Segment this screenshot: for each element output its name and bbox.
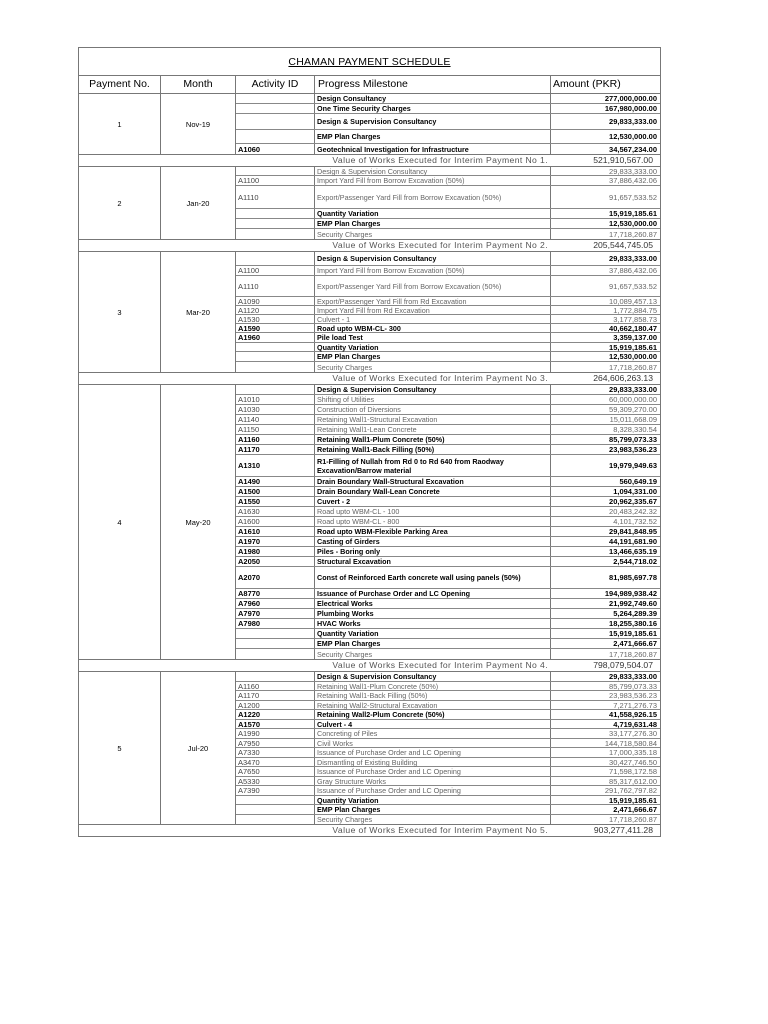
amount-cell: 17,718,260.87 — [609, 815, 657, 824]
payment-rows — [236, 252, 660, 372]
table-row — [236, 547, 660, 557]
activity-id-cell — [236, 639, 315, 648]
milestone-cell: Geotechnical Investigation for Infrastructure — [315, 144, 551, 154]
summary-amount: 798,079,504.07 — [593, 660, 653, 670]
table-row — [236, 477, 660, 487]
payment-group — [79, 385, 660, 660]
milestone-cell: Construction of Diversions — [315, 405, 551, 414]
table-row — [236, 589, 660, 599]
milestone-cell: Import Yard Fill from Borrow Excavation (50%) — [315, 266, 551, 275]
activity-id-cell: A7960 — [236, 599, 315, 608]
milestone-cell: Cuvert - 2 — [315, 497, 551, 506]
activity-id-cell: A1110 — [236, 186, 315, 208]
milestone-cell: Security Charges — [315, 229, 551, 239]
summary-amount: 205,544,745.05 — [593, 240, 653, 250]
milestone-cell: Import Yard Fill from Borrow Excavation (50%) — [315, 176, 551, 185]
table-row — [236, 691, 660, 701]
milestone-cell: Retaining Wall1-Structural Excavation — [315, 415, 551, 424]
amount-cell: 18,255,380.16 — [609, 619, 657, 628]
activity-id-cell — [236, 385, 315, 394]
table-row — [236, 362, 660, 372]
activity-id-cell: A1310 — [236, 455, 315, 476]
summary-row — [79, 373, 660, 385]
table-row — [236, 720, 660, 729]
table-row — [236, 815, 660, 824]
table-row — [236, 507, 660, 517]
activity-id-cell: A1170 — [236, 691, 315, 700]
milestone-cell: Culvert - 1 — [315, 315, 551, 323]
amount-cell: 15,919,185.61 — [609, 342, 657, 352]
amount-cell: 1,772,884.75 — [613, 305, 657, 315]
activity-id-cell — [236, 114, 315, 129]
amount-cell: 33,177,276.30 — [609, 729, 657, 738]
activity-id-cell: A2070 — [236, 567, 315, 588]
table-row — [236, 682, 660, 691]
amount-cell: 37,886,432.06 — [609, 176, 657, 185]
amount-cell: 291,762,797.82 — [604, 786, 657, 795]
amount-cell: 23,983,536.23 — [609, 445, 657, 454]
milestone-cell: Concreting of Piles — [315, 729, 551, 738]
summary-label: Value of Works Executed for Interim Payment No 1. — [332, 155, 548, 165]
amount-cell: 71,598,172.58 — [609, 767, 657, 776]
payment-rows — [236, 167, 660, 239]
table-row — [236, 415, 660, 425]
milestone-cell: Retaining Wall1-Back Filling (50%) — [315, 691, 551, 700]
milestone-cell: Retaining Wall1-Lean Concrete — [315, 425, 551, 434]
table-row — [236, 786, 660, 796]
milestone-cell: Road upto WBM-CL - 800 — [315, 517, 551, 526]
payment-group — [79, 252, 660, 373]
table-row — [236, 455, 660, 477]
activity-id-cell: A1990 — [236, 729, 315, 738]
activity-id-cell — [236, 352, 315, 361]
milestone-cell: EMP Plan Charges — [315, 130, 551, 143]
amount-cell: 3,359,137.00 — [613, 333, 657, 342]
amount-cell: 167,980,000.00 — [604, 104, 657, 113]
table-row — [236, 487, 660, 497]
summary-row — [79, 155, 660, 167]
amount-cell: 91,657,533.52 — [609, 192, 657, 202]
milestone-cell: EMP Plan Charges — [315, 639, 551, 648]
table-row — [236, 649, 660, 659]
amount-cell: 4,101,732.52 — [613, 517, 657, 526]
milestone-cell: Design Consultancy — [315, 94, 551, 103]
activity-id-cell: A1980 — [236, 547, 315, 556]
table-row — [236, 567, 660, 589]
milestone-cell: Issuance of Purchase Order and LC Opening — [315, 589, 551, 598]
milestone-cell: Issuance of Purchase Order and LC Opening — [315, 786, 551, 795]
payment-group — [79, 94, 660, 155]
amount-cell: 85,799,073.33 — [609, 435, 657, 444]
activity-id-cell — [236, 104, 315, 113]
activity-id-cell — [236, 94, 315, 103]
milestone-cell: Security Charges — [315, 362, 551, 372]
table-row — [236, 324, 660, 333]
amount-cell: 5,264,289.39 — [613, 609, 657, 618]
amount-cell: 23,983,536.23 — [609, 691, 657, 700]
amount-cell: 17,718,260.87 — [609, 649, 657, 659]
summary-row — [79, 240, 660, 252]
table-row — [236, 333, 660, 343]
header-month: Month — [161, 76, 236, 93]
activity-id-cell — [236, 130, 315, 143]
milestone-cell: Pile load Test — [315, 333, 551, 342]
activity-id-cell: A1610 — [236, 527, 315, 536]
table-row — [236, 114, 660, 130]
amount-cell: 85,317,612.00 — [609, 776, 657, 786]
amount-cell: 560,649.19 — [619, 477, 657, 486]
activity-id-cell: A7650 — [236, 767, 315, 776]
table-row — [236, 297, 660, 306]
amount-cell: 277,000,000.00 — [604, 94, 657, 103]
milestone-cell: Const of Reinforced Earth concrete wall using panels (50%) — [315, 567, 551, 588]
amount-cell: 91,657,533.52 — [609, 281, 657, 291]
amount-cell: 29,833,333.00 — [609, 672, 657, 681]
summary-amount: 903,277,411.28 — [593, 825, 653, 835]
activity-id-cell: A1600 — [236, 517, 315, 526]
table-row — [236, 435, 660, 445]
milestone-cell: Structural Excavation — [315, 557, 551, 566]
amount-cell: 21,992,749.60 — [609, 599, 657, 608]
milestone-cell: Electrical Works — [315, 599, 551, 608]
amount-cell: 2,471,666.67 — [613, 639, 657, 648]
table-row — [236, 395, 660, 405]
amount-cell: 2,471,666.67 — [613, 805, 657, 814]
summary-label: Value of Works Executed for Interim Payment No 2. — [332, 240, 548, 250]
milestone-cell: Quantity Variation — [315, 343, 551, 351]
table-row — [236, 629, 660, 639]
milestone-cell: Import Yard Fill from Rd Excavation — [315, 306, 551, 314]
amount-cell: 60,000,000.00 — [609, 395, 657, 404]
activity-id-cell: A1590 — [236, 324, 315, 332]
activity-id-cell — [236, 219, 315, 228]
activity-id-cell: A1090 — [236, 297, 315, 305]
payment-group — [79, 672, 660, 825]
activity-id-cell: A5330 — [236, 777, 315, 785]
title-row — [79, 48, 660, 76]
activity-id-cell: A1570 — [236, 720, 315, 728]
activity-id-cell: A1220 — [236, 710, 315, 719]
amount-cell: 85,799,073.33 — [609, 681, 657, 691]
amount-cell: 17,718,260.87 — [609, 362, 657, 372]
activity-id-cell: A1970 — [236, 537, 315, 546]
page-title: CHAMAN PAYMENT SCHEDULE — [288, 55, 451, 68]
milestone-cell: Dismantling of Existing Building — [315, 758, 551, 766]
activity-id-cell: A1110 — [236, 276, 315, 296]
payment-number-cell: 5 — [79, 672, 161, 824]
activity-id-cell — [236, 672, 315, 681]
table-row — [236, 343, 660, 352]
milestone-cell: Export/Passenger Yard Fill from Rd Excavation — [315, 297, 551, 305]
payment-rows — [236, 94, 660, 154]
activity-id-cell: A1200 — [236, 701, 315, 709]
milestone-cell: Retaining Wall2-Plum Concrete (50%) — [315, 710, 551, 719]
milestone-cell: Security Charges — [315, 815, 551, 824]
activity-id-cell: A1010 — [236, 395, 315, 404]
table-row — [236, 729, 660, 739]
activity-id-cell: A1630 — [236, 507, 315, 516]
amount-cell: 41,558,926.15 — [609, 710, 657, 719]
summary-label: Value of Works Executed for Interim Payment No 5. — [332, 825, 548, 835]
month-cell: Nov-19 — [161, 94, 236, 154]
milestone-cell: EMP Plan Charges — [315, 352, 551, 361]
milestone-cell: Retaining Wall2-Structural Excavation — [315, 701, 551, 709]
summary-amount: 264,606,263.13 — [593, 373, 653, 383]
table-row — [236, 306, 660, 315]
activity-id-cell: A3470 — [236, 758, 315, 766]
table-row — [236, 276, 660, 297]
milestone-cell: Road upto WBM-Flexible Parking Area — [315, 527, 551, 536]
payment-number-cell: 4 — [79, 385, 161, 659]
table-row — [236, 710, 660, 720]
activity-id-cell: A7950 — [236, 739, 315, 747]
table-row — [236, 229, 660, 239]
table-row — [236, 701, 660, 710]
activity-id-cell: A7330 — [236, 748, 315, 757]
table-row — [236, 425, 660, 435]
activity-id-cell: A1170 — [236, 445, 315, 454]
payment-number-cell: 2 — [79, 167, 161, 239]
activity-id-cell — [236, 362, 315, 372]
milestone-cell: Quantity Variation — [315, 796, 551, 804]
amount-cell: 15,919,185.61 — [609, 209, 657, 218]
amount-cell: 44,191,681.90 — [609, 537, 657, 546]
table-row — [236, 639, 660, 649]
activity-id-cell: A1140 — [236, 415, 315, 424]
activity-id-cell: A1120 — [236, 306, 315, 314]
amount-cell: 1,094,331.00 — [613, 487, 657, 496]
amount-cell: 30,427,746.50 — [609, 757, 657, 767]
milestone-cell: Retaining Wall1-Plum Concrete (50%) — [315, 682, 551, 690]
amount-cell: 20,962,335.67 — [609, 497, 657, 506]
activity-id-cell — [236, 649, 315, 659]
milestone-cell: EMP Plan Charges — [315, 219, 551, 228]
activity-id-cell — [236, 796, 315, 804]
payment-rows — [236, 385, 660, 659]
activity-id-cell — [236, 229, 315, 239]
month-cell: May-20 — [161, 385, 236, 659]
milestone-cell: Road upto WBM-CL - 100 — [315, 507, 551, 516]
activity-id-cell: A2050 — [236, 557, 315, 566]
amount-cell: 17,718,260.87 — [609, 229, 657, 239]
milestone-cell: Drain Boundary Wall-Lean Concrete — [315, 487, 551, 496]
amount-cell: 15,919,185.61 — [609, 629, 657, 638]
table-row — [236, 758, 660, 767]
header-amount: Amount (PKR) — [553, 78, 621, 90]
month-cell: Mar-20 — [161, 252, 236, 372]
header-payment-no: Payment No. — [79, 76, 161, 93]
milestone-cell: Retaining Wall1-Back Filling (50%) — [315, 445, 551, 454]
table-row — [236, 599, 660, 609]
activity-id-cell: A1100 — [236, 266, 315, 275]
amount-cell: 20,483,242.32 — [609, 507, 657, 516]
payment-number-cell: 3 — [79, 252, 161, 372]
activity-id-cell: A1500 — [236, 487, 315, 496]
amount-cell: 144,718,580.84 — [604, 738, 657, 748]
table-row — [236, 252, 660, 266]
payment-number-cell: 1 — [79, 94, 161, 154]
table-row — [236, 104, 660, 114]
milestone-cell: Civil Works — [315, 739, 551, 747]
amount-cell: 29,833,333.00 — [609, 166, 657, 176]
milestone-cell: R1-Filling of Nullah from Rd 0 to Rd 640 from Raodway Excavation/Barrow material — [315, 455, 551, 476]
milestone-cell: Quantity Variation — [315, 629, 551, 638]
table-row — [236, 167, 660, 176]
activity-id-cell: A1100 — [236, 176, 315, 185]
summary-row — [79, 660, 660, 672]
table-row — [236, 609, 660, 619]
activity-id-cell: A7970 — [236, 609, 315, 618]
activity-id-cell: A1160 — [236, 435, 315, 444]
amount-cell: 29,833,333.00 — [609, 117, 657, 126]
amount-cell: 29,833,333.00 — [609, 254, 657, 263]
activity-id-cell: A1150 — [236, 425, 315, 434]
table-row — [236, 537, 660, 547]
milestone-cell: Design & Supervision Consultancy — [315, 167, 551, 175]
milestone-cell: Security Charges — [315, 649, 551, 659]
table-row — [236, 619, 660, 629]
summary-label: Value of Works Executed for Interim Payment No 3. — [332, 373, 548, 383]
payment-group — [79, 167, 660, 240]
milestone-cell: Drain Boundary Wall-Structural Excavation — [315, 477, 551, 486]
amount-cell: 2,544,718.02 — [613, 557, 657, 566]
header-activity-id: Activity ID — [236, 76, 315, 93]
table-row — [236, 805, 660, 815]
summary-label: Value of Works Executed for Interim Payment No 4. — [332, 660, 548, 670]
amount-cell: 12,530,000.00 — [609, 219, 657, 228]
table-row — [236, 144, 660, 154]
payment-schedule-table — [78, 47, 661, 837]
milestone-cell: Casting of Girders — [315, 537, 551, 546]
amount-cell: 19,979,949.63 — [609, 461, 657, 470]
amount-cell: 29,841,848.95 — [609, 527, 657, 536]
milestone-cell: One Time Security Charges — [315, 104, 551, 113]
summary-row — [79, 825, 660, 836]
month-cell: Jan-20 — [161, 167, 236, 239]
table-row — [236, 209, 660, 219]
summary-amount: 521,910,567.00 — [593, 155, 653, 165]
activity-id-cell: A1030 — [236, 405, 315, 414]
milestone-cell: Quantity Variation — [315, 209, 551, 218]
amount-cell: 15,011,668.09 — [609, 415, 657, 424]
milestone-cell: Gray Structure Works — [315, 777, 551, 785]
table-row — [236, 527, 660, 537]
activity-id-cell: A1160 — [236, 682, 315, 690]
activity-id-cell — [236, 815, 315, 824]
amount-cell: 59,309,270.00 — [609, 405, 657, 414]
activity-id-cell — [236, 343, 315, 351]
amount-cell: 4,719,631.48 — [613, 719, 657, 729]
amount-cell: 8,328,330.54 — [613, 425, 657, 434]
activity-id-cell: A1530 — [236, 315, 315, 323]
milestone-cell: EMP Plan Charges — [315, 805, 551, 814]
milestone-cell: HVAC Works — [315, 619, 551, 628]
header-milestone: Progress Milestone — [315, 76, 551, 93]
amount-cell: 12,530,000.00 — [609, 132, 657, 141]
milestone-cell: Design & Supervision Consultancy — [315, 672, 551, 681]
milestone-cell: Issuance of Purchase Order and LC Opening — [315, 748, 551, 757]
activity-id-cell: A1960 — [236, 333, 315, 342]
milestone-cell: Piles - Boring only — [315, 547, 551, 556]
amount-cell: 194,989,938.42 — [604, 589, 657, 598]
table-row — [236, 186, 660, 209]
table-row — [236, 219, 660, 229]
activity-id-cell: A7390 — [236, 786, 315, 795]
month-cell: Jul-20 — [161, 672, 236, 824]
table-row — [236, 405, 660, 415]
milestone-cell: Issuance of Purchase Order and LC Opening — [315, 767, 551, 776]
table-row — [236, 315, 660, 324]
activity-id-cell — [236, 805, 315, 814]
activity-id-cell — [236, 209, 315, 218]
payment-rows — [236, 672, 660, 824]
table-row — [236, 266, 660, 276]
amount-cell: 29,833,333.00 — [609, 385, 657, 394]
table-row — [236, 94, 660, 104]
table-row — [236, 352, 660, 362]
milestone-cell: Road upto WBM-CL- 300 — [315, 324, 551, 332]
activity-id-cell: A1060 — [236, 144, 315, 154]
payment-groups — [79, 94, 660, 836]
table-row — [236, 796, 660, 805]
table-row — [236, 767, 660, 777]
amount-cell: 10,089,457.13 — [609, 296, 657, 306]
amount-cell: 17,000,335.18 — [609, 748, 657, 757]
table-row — [236, 517, 660, 527]
table-row — [236, 497, 660, 507]
amount-cell: 7,271,276.73 — [613, 700, 657, 710]
table-row — [236, 748, 660, 758]
header-row — [79, 76, 660, 94]
activity-id-cell — [236, 629, 315, 638]
amount-cell: 13,466,635.19 — [609, 547, 657, 556]
milestone-cell: Export/Passenger Yard Fill from Borrow Excavation (50%) — [315, 186, 551, 208]
milestone-cell: Retaining Wall1-Plum Concrete (50%) — [315, 435, 551, 444]
table-row — [236, 672, 660, 682]
table-row — [236, 385, 660, 395]
amount-cell: 34,567,234.00 — [609, 144, 657, 154]
amount-cell: 37,886,432.06 — [609, 266, 657, 275]
milestone-cell: Design & Supervision Consultancy — [315, 114, 551, 129]
milestone-cell: Design & Supervision Consultancy — [315, 385, 551, 394]
activity-id-cell: A8770 — [236, 589, 315, 598]
amount-cell: 15,919,185.61 — [609, 795, 657, 805]
table-row — [236, 445, 660, 455]
amount-cell: 3,177,858.73 — [613, 314, 657, 324]
table-row — [236, 130, 660, 144]
milestone-cell: Culvert - 4 — [315, 720, 551, 728]
amount-cell: 81,985,697.78 — [609, 573, 657, 582]
table-row — [236, 557, 660, 567]
milestone-cell: Shifting of Utilities — [315, 395, 551, 404]
amount-cell: 40,662,180.47 — [609, 323, 657, 333]
table-row — [236, 739, 660, 748]
activity-id-cell — [236, 167, 315, 175]
amount-cell: 12,530,000.00 — [609, 352, 657, 361]
milestone-cell: Export/Passenger Yard Fill from Borrow Excavation (50%) — [315, 276, 551, 296]
milestone-cell: Design & Supervision Consultancy — [315, 252, 551, 265]
activity-id-cell: A7980 — [236, 619, 315, 628]
activity-id-cell: A1490 — [236, 477, 315, 486]
activity-id-cell: A1550 — [236, 497, 315, 506]
activity-id-cell — [236, 252, 315, 265]
table-row — [236, 777, 660, 786]
milestone-cell: Plumbing Works — [315, 609, 551, 618]
table-row — [236, 176, 660, 186]
